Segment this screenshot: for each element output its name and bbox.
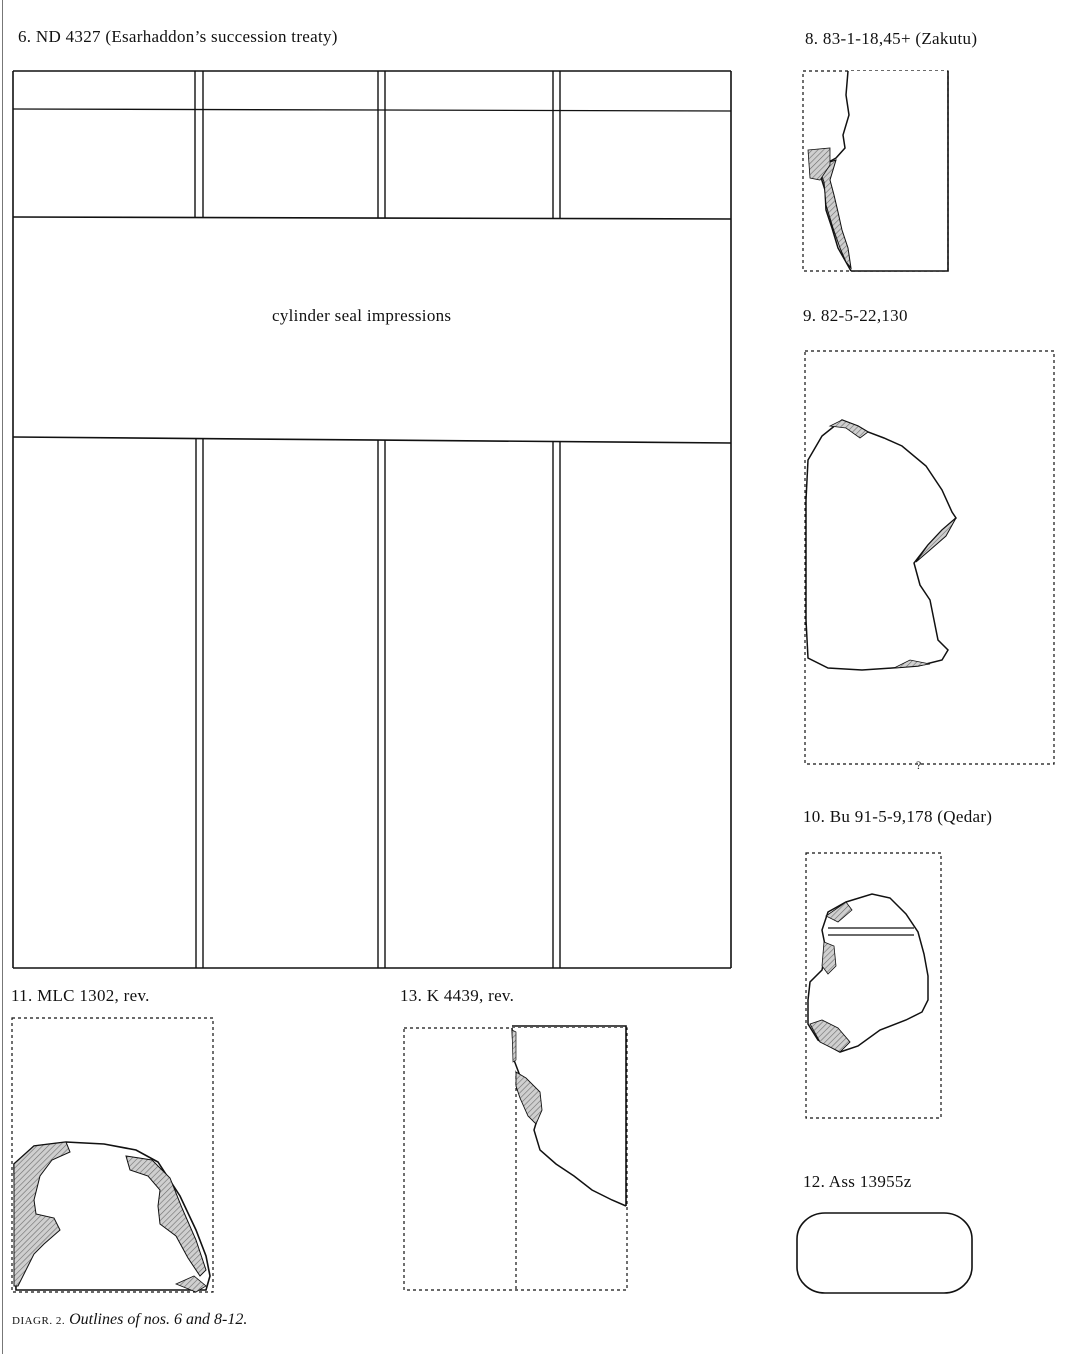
fig13-label: 13. K 4439, rev. xyxy=(400,986,515,1005)
caption-text: Outlines of nos. 6 and 8-12. xyxy=(69,1311,248,1328)
fig11-tablet-outline xyxy=(12,1018,213,1292)
fig13-tablet-outline xyxy=(404,1026,627,1290)
fig9-tablet-outline xyxy=(805,351,1054,764)
fig10-tablet-outline xyxy=(806,853,941,1118)
fig6-label: 6. ND 4327 (Esarhaddon’s succession treaty) xyxy=(18,27,338,46)
caption-prefix: DIAGR. 2. xyxy=(12,1315,66,1327)
fig12-label: 12. Ass 13955z xyxy=(803,1172,912,1191)
fig6-tablet-outline xyxy=(13,71,731,968)
fig8-tablet-outline xyxy=(803,71,948,271)
fig11-label: 11. MLC 1302, rev. xyxy=(11,986,150,1005)
seal-impressions-label: cylinder seal impressions xyxy=(272,306,452,325)
fig10-label: 10. Bu 91-5-9,178 (Qedar) xyxy=(803,807,993,826)
fig6-column-dividers xyxy=(195,71,560,968)
fig9-label: 9. 82-5-22,130 xyxy=(803,306,908,325)
fig12-tablet-outline xyxy=(797,1213,972,1293)
fig8-label: 8. 83-1-18,45+ (Zakutu) xyxy=(805,29,978,48)
fig9-uncertain-mark: ? xyxy=(916,758,922,772)
